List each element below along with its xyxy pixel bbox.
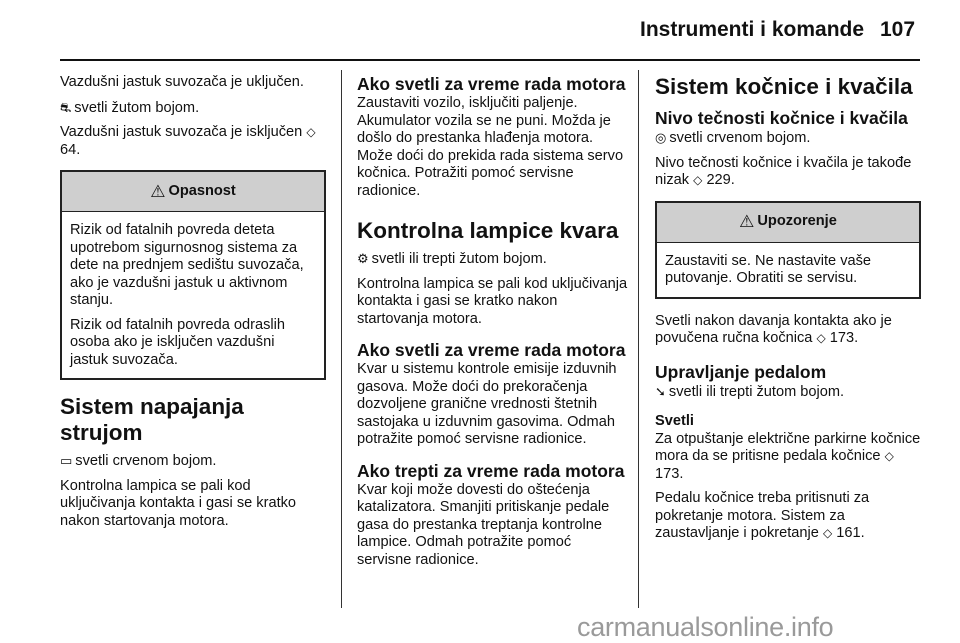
header-rule bbox=[60, 59, 920, 61]
engine-check-icon: ⚙ bbox=[357, 251, 369, 266]
subheading: Ako trepti za vreme rada motora bbox=[357, 460, 625, 481]
page-ref-icon: ◇ bbox=[693, 173, 703, 187]
section-heading: Kontrolna lampice kvara bbox=[357, 218, 619, 243]
watermark: carmanualsonline.info bbox=[577, 612, 834, 642]
danger-text: Rizik od fatalnih povreda odraslih osoba ako je isključen vazdušni jastuk suvozača. bbox=[70, 316, 285, 368]
danger-box-header: ⚠ Opasnost bbox=[62, 172, 324, 212]
paragraph: Za otpuštanje električne parkirne kočnice mora da se pritisne pedala kočnice ◇ 173. bbox=[655, 430, 921, 482]
subheading: Svetli bbox=[655, 413, 694, 429]
column-divider bbox=[638, 70, 639, 608]
section-heading: Sistem kočnice i kvačila bbox=[655, 74, 913, 99]
column-3 bbox=[655, 74, 921, 550]
paragraph: Kontrolna lampica se pali kod uključivanja kontakta i gasi se kratko nakon startovanja motora. bbox=[60, 477, 297, 529]
brake-warning-icon: ◎ bbox=[655, 130, 667, 145]
warning-triangle-icon: ⚠ bbox=[739, 212, 755, 232]
page-number: 107 bbox=[880, 18, 916, 41]
paragraph: ⛐ svetli žutom bojom. bbox=[60, 99, 200, 116]
paragraph: ➘ svetli ili trepti žutom bojom. bbox=[655, 383, 845, 400]
column-2 bbox=[357, 74, 629, 576]
warning-box bbox=[655, 201, 921, 299]
paragraph: Kvar koji može dovesti do oštećenja katalizatora. Smanjiti pritiskanje pedale gasa do prestanka treptanja kontrolne lampice. Odmah potražite pomoć servisne radionice. bbox=[357, 481, 610, 568]
column-1 bbox=[60, 74, 326, 537]
page-ref-icon: ◇ bbox=[822, 526, 833, 540]
pedal-icon: ➘ bbox=[655, 383, 666, 399]
column-divider bbox=[341, 70, 342, 608]
warning-triangle-icon: ⚠ bbox=[150, 181, 166, 201]
paragraph: Nivo tečnosti kočnice i kvačila je takođe nizak ◇ 229. bbox=[655, 154, 912, 188]
paragraph: Kvar u sistemu kontrole emisije izduvnih gasova. Može doći do prekoračenja dozvoljene granične vrednosti štetnih sastojaka u izduvnim gasovima. Odmah potražite pomoć servisne radionice. bbox=[357, 361, 617, 447]
paragraph: Zaustaviti vozilo, isključiti paljenje. Akumulator vozila se ne puni. Možda je došlo do prestanka hlađenja motora. Može doći do prekida rada sistema servo kočnica. Potražiti pomoć servisne radionice. bbox=[357, 95, 624, 199]
battery-icon: ▭ bbox=[60, 453, 73, 468]
section-heading: Sistem napajanja strujom bbox=[60, 394, 244, 445]
paragraph: Vazdušni jastuk suvozača je isključen ◇ 64. bbox=[60, 124, 316, 158]
paragraph: ◎ svetli crvenom bojom. bbox=[655, 130, 811, 146]
warning-text: Zaustaviti se. Ne nastavite vaše putovanje. Obratiti se servisu. bbox=[665, 252, 872, 286]
page-ref-icon: ◇ bbox=[884, 449, 894, 463]
paragraph: Pedalu kočnice treba pritisnuti za pokretanje motora. Sistem za zaustavljanje i pokretanje ◇ 161. bbox=[655, 490, 870, 541]
subheading: Nivo tečnosti kočnice i kvačila bbox=[655, 108, 908, 128]
paragraph: ⚙ svetli ili trepti žutom bojom. bbox=[357, 251, 547, 267]
header-title: Instrumenti i komande bbox=[640, 18, 865, 41]
airbag-off-icon: ⛐ bbox=[60, 99, 72, 115]
warning-box-header: ⚠ Upozorenje bbox=[657, 203, 919, 243]
danger-box bbox=[60, 170, 326, 380]
paragraph: Svetli nakon davanja kontakta ako je povučena ručna kočnica ◇ 173. bbox=[655, 312, 892, 346]
paragraph: Vazdušni jastuk suvozača je uključen. bbox=[60, 74, 304, 90]
danger-text: Rizik od fatalnih povreda deteta upotrebom sigurnosnog sistema za dete na prednjem sedištu suvozača, ako je vazdušni jastuk u aktivnom stanju. bbox=[70, 222, 304, 308]
subheading: Upravljanje pedalom bbox=[655, 361, 827, 382]
paragraph: Kontrolna lampica se pali kod uključivanja kontakta i gasi se kratko nakon startovanja motora. bbox=[357, 275, 628, 327]
subheading: Ako svetli za vreme rada motora bbox=[357, 74, 626, 94]
page-ref-icon: ◇ bbox=[306, 125, 316, 139]
paragraph: ▭ svetli crvenom bojom. bbox=[60, 453, 217, 469]
subheading: Ako svetli za vreme rada motora bbox=[357, 340, 626, 360]
page-ref-icon: ◇ bbox=[816, 331, 826, 345]
